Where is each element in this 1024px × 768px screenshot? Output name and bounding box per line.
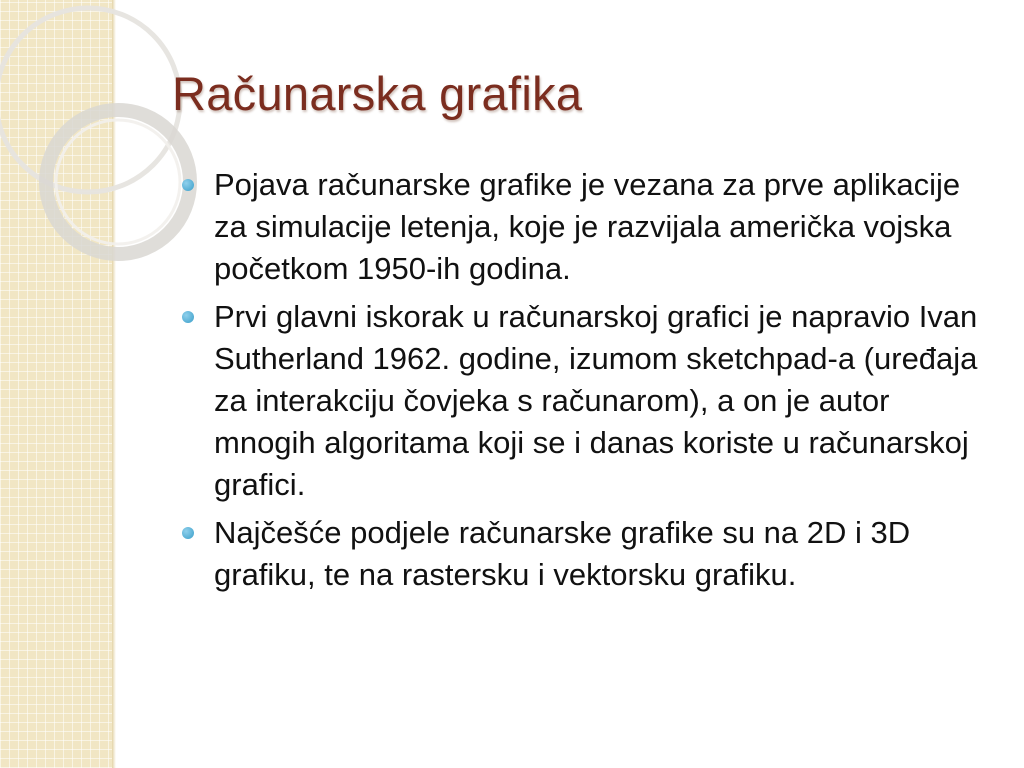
decorative-ring-large <box>0 8 180 192</box>
bullet-text: Najčešće podjele računarske grafike su na 2D i 3D grafiku, te na rastersku i vektorsku grafiku. <box>214 515 911 592</box>
bullet-text: Pojava računarske grafike je vezana za prve aplikacije za simulacije letenja, koje je razvijala američka vojska početkom 1950-ih godina. <box>214 167 961 286</box>
bullet-list <box>178 164 988 602</box>
decorative-rings <box>0 0 200 330</box>
bullet-dot-icon <box>182 311 194 323</box>
bullet-dot-icon <box>182 179 194 191</box>
bullet-dot-icon <box>182 527 194 539</box>
slide-title: Računarska grafika <box>172 67 583 120</box>
decorative-ring-small <box>46 110 190 254</box>
bullet-item <box>178 296 988 506</box>
bullet-item <box>178 512 988 596</box>
bullet-item <box>178 164 988 290</box>
bullet-text: Prvi glavni iskorak u računarskoj grafici je napravio Ivan Sutherland 1962. godine, izumom sketchpad-a (uređaja za interakciju čovjeka s računarom), a on je autor mnogih algoritama koji se i danas koriste u računarskoj grafici. <box>214 299 978 502</box>
decorative-ring-inner <box>56 120 180 244</box>
